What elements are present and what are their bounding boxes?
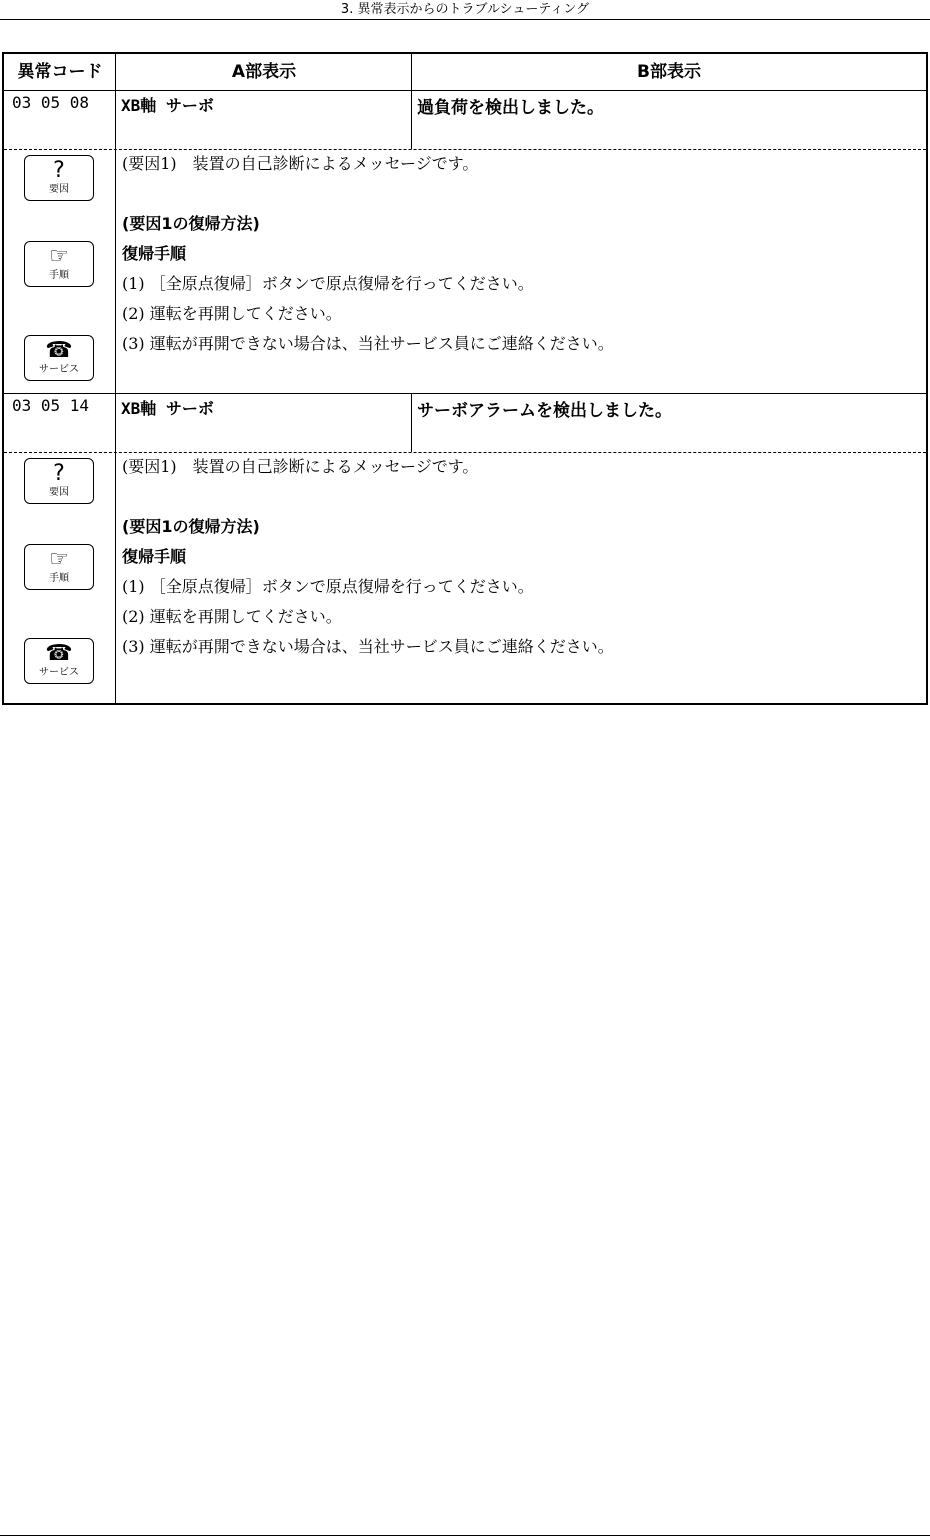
- service-icon-label: サービス: [39, 364, 79, 375]
- cause-icon-label: 要因: [49, 487, 69, 498]
- column-header-a-display: A部表示: [231, 62, 297, 82]
- b-display-text: サーボアラームを検出しました。: [417, 401, 672, 421]
- column-header-code: 異常コード: [17, 62, 103, 82]
- question-icon: ?: [53, 158, 65, 183]
- step-3: (3) 運転が再開できない場合は、当社サービス員にご連絡ください。: [122, 637, 614, 656]
- telephone-icon: ☎: [45, 338, 73, 363]
- cause-text: (要因1) 装置の自己診断によるメッセージです。: [122, 154, 479, 173]
- pointing-hand-icon: ☞: [49, 244, 69, 269]
- service-icon-label: サービス: [39, 667, 79, 678]
- cause-icon-label: 要因: [49, 184, 69, 195]
- error-code: 03 05 08: [12, 93, 90, 112]
- column-header-b-display: B部表示: [637, 62, 701, 82]
- procedure-icon-label: 手順: [49, 270, 69, 281]
- pointing-hand-icon: ☞: [49, 547, 69, 572]
- procedure-icon-box: [24, 241, 94, 287]
- a-display-text: XB軸 サーボ: [121, 96, 214, 115]
- question-icon: ?: [53, 461, 65, 486]
- procedure-icon-box: [24, 544, 94, 590]
- telephone-icon: ☎: [45, 641, 73, 666]
- footer-rule: [0, 1535, 930, 1536]
- recovery-title: (要因1の復帰方法): [122, 214, 260, 233]
- b-display-text: 過負荷を検出しました。: [417, 98, 604, 118]
- procedure-title: 復帰手順: [122, 547, 187, 566]
- step-1: (1) ［全原点復帰］ボタンで原点復帰を行ってください。: [122, 577, 534, 596]
- cause-icon-box: [24, 458, 94, 504]
- page-title: 3. 異常表示からのトラブルシューティング: [340, 2, 590, 17]
- step-1: (1) ［全原点復帰］ボタンで原点復帰を行ってください。: [122, 274, 534, 293]
- procedure-title: 復帰手順: [122, 244, 187, 263]
- service-icon-box: [24, 638, 94, 684]
- a-display-text: XB軸 サーボ: [121, 399, 214, 418]
- procedure-icon-label: 手順: [49, 573, 69, 584]
- table-header-row: [4, 54, 926, 91]
- cause-icon-box: [24, 155, 94, 201]
- service-icon-box: [24, 335, 94, 381]
- step-2: (2) 運転を再開してください。: [122, 607, 342, 626]
- error-code-table: [2, 52, 928, 705]
- step-2: (2) 運転を再開してください。: [122, 304, 342, 323]
- step-3: (3) 運転が再開できない場合は、当社サービス員にご連絡ください。: [122, 334, 614, 353]
- error-code: 03 05 14: [12, 396, 90, 415]
- page-header: [0, 0, 930, 20]
- recovery-title: (要因1の復帰方法): [122, 517, 260, 536]
- cause-text: (要因1) 装置の自己診断によるメッセージです。: [122, 457, 479, 476]
